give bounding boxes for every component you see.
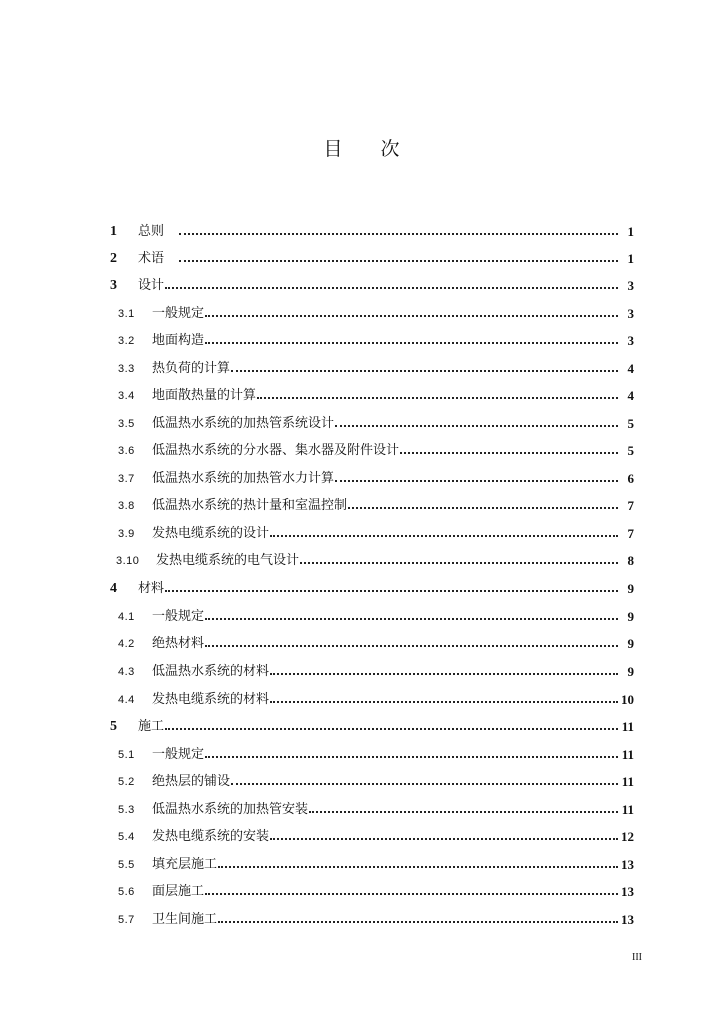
toc-entry-page: 1 xyxy=(627,224,634,239)
dot-leader xyxy=(205,618,618,620)
toc-entry-page: 8 xyxy=(627,553,634,568)
toc-entry[interactable] xyxy=(110,910,634,930)
dot-leader xyxy=(205,893,618,895)
dot-leader xyxy=(179,260,618,262)
toc-entry-title: 绝热层的铺设 xyxy=(152,774,231,789)
toc-entry-title: 一般规定 xyxy=(152,609,205,624)
toc-entry-page: 5 xyxy=(627,443,634,458)
toc-entry[interactable] xyxy=(110,331,634,351)
dot-leader xyxy=(335,425,618,427)
toc-entry-page: 11 xyxy=(621,774,634,789)
page-title xyxy=(0,134,724,161)
dot-leader xyxy=(348,507,618,509)
toc-entry-title: 低温热水系统的热计量和室温控制 xyxy=(152,498,348,513)
toc-entry-title: 热负荷的计算 xyxy=(152,361,231,376)
toc-entry-title: 卫生间施工 xyxy=(152,912,218,927)
toc-entry-title: 低温热水系统的加热管水力计算 xyxy=(152,471,335,486)
toc-entry-page: 9 xyxy=(627,636,634,651)
toc-entry[interactable] xyxy=(110,717,634,737)
dot-leader xyxy=(179,233,618,235)
toc-entry-page: 9 xyxy=(627,609,634,624)
dot-leader xyxy=(400,452,618,454)
toc-entry-title: 施工 xyxy=(138,719,165,734)
dot-leader xyxy=(270,838,618,840)
dot-leader xyxy=(257,397,618,399)
toc-entry-title: 发热电缆系统的电气设计 xyxy=(156,553,300,568)
toc-entry-number: 4.4 xyxy=(118,694,135,706)
page-number: III xyxy=(632,952,642,963)
toc-entry[interactable] xyxy=(110,634,634,654)
toc-entry[interactable] xyxy=(110,855,634,875)
dot-leader xyxy=(205,645,618,647)
dot-leader xyxy=(270,673,618,675)
toc-entry-page: 12 xyxy=(621,829,634,844)
toc-entry[interactable] xyxy=(110,800,634,820)
toc-entry[interactable] xyxy=(110,827,634,847)
toc-entry-number: 1 xyxy=(110,224,117,239)
toc-entry-title: 低温热水系统的加热管安装 xyxy=(152,802,309,817)
toc-entry-number: 5.7 xyxy=(118,914,135,926)
toc-entry[interactable] xyxy=(110,882,634,902)
toc-entry-number: 3.10 xyxy=(116,555,140,567)
toc-entry-title: 地面构造 xyxy=(152,333,205,348)
toc-entry[interactable] xyxy=(110,690,634,710)
toc-entry-number: 4.1 xyxy=(118,611,135,623)
toc-entry-page: 3 xyxy=(627,306,634,321)
dot-leader xyxy=(165,287,618,289)
dot-leader xyxy=(300,562,618,564)
toc-entry[interactable] xyxy=(110,607,634,627)
toc-entry-page: 11 xyxy=(621,719,634,734)
toc-entry-number: 4 xyxy=(110,581,117,596)
toc-entry-number: 3.8 xyxy=(118,500,135,512)
toc-entry[interactable] xyxy=(110,414,634,434)
toc-entry[interactable] xyxy=(110,579,634,599)
toc-entry-page: 11 xyxy=(621,802,634,817)
dot-leader xyxy=(205,315,618,317)
toc-entry-title: 一般规定 xyxy=(152,306,205,321)
dot-leader xyxy=(165,590,618,592)
toc-entry-page: 1 xyxy=(627,251,634,266)
toc-entry-title: 绝热材料 xyxy=(152,636,205,651)
toc-entry-page: 4 xyxy=(627,361,634,376)
toc-entry-title: 发热电缆系统的材料 xyxy=(152,692,270,707)
dot-leader xyxy=(231,783,618,785)
toc-entry-page: 3 xyxy=(627,278,634,293)
toc-entry-page: 9 xyxy=(627,581,634,596)
toc-entry-number: 5.6 xyxy=(118,886,135,898)
toc-entry-page: 13 xyxy=(621,884,634,899)
toc-entry-page: 6 xyxy=(627,471,634,486)
dot-leader xyxy=(270,701,618,703)
dot-leader xyxy=(218,921,618,923)
toc-entry[interactable] xyxy=(110,772,634,792)
toc-entry-page: 10 xyxy=(621,692,634,707)
toc-entry-number: 5.1 xyxy=(118,749,135,761)
toc-entry-title: 面层施工 xyxy=(152,884,205,899)
dot-leader xyxy=(309,811,618,813)
toc-entry-page: 5 xyxy=(627,416,634,431)
toc-entry-number: 3.6 xyxy=(118,445,135,457)
dot-leader xyxy=(218,866,618,868)
toc-entry-number: 2 xyxy=(110,251,117,266)
dot-leader xyxy=(270,535,618,537)
toc-entry[interactable] xyxy=(110,359,634,379)
toc-entry-number: 4.2 xyxy=(118,638,135,650)
toc-entry-page: 13 xyxy=(621,912,634,927)
toc-entry-number: 3.7 xyxy=(118,473,135,485)
toc-entry[interactable] xyxy=(110,276,634,296)
toc-entry-title: 材料 xyxy=(138,581,165,596)
title-char-2: 次 xyxy=(380,138,401,160)
toc-entry-number: 3.3 xyxy=(118,363,135,375)
toc-entry-number: 5.2 xyxy=(118,776,135,788)
toc-entry-title: 总则 xyxy=(138,224,165,239)
dot-leader xyxy=(335,480,618,482)
toc-entry-page: 13 xyxy=(621,857,634,872)
toc-entry-number: 3.5 xyxy=(118,418,135,430)
toc-entry-title: 低温热水系统的分水器、集水器及附件设计 xyxy=(152,443,400,458)
toc-entry-title: 术语 xyxy=(138,251,165,266)
toc-entry-title: 一般规定 xyxy=(152,747,205,762)
toc-entry[interactable] xyxy=(110,304,634,324)
toc-entry-title: 地面散热量的计算 xyxy=(152,388,257,403)
toc-entry[interactable] xyxy=(110,386,634,406)
toc-entry-number: 3.9 xyxy=(118,528,135,540)
toc-entry[interactable] xyxy=(110,222,634,242)
toc-entry-title: 填充层施工 xyxy=(152,857,218,872)
dot-leader xyxy=(231,370,618,372)
toc-entry[interactable] xyxy=(110,551,634,571)
toc-entry-title: 发热电缆系统的安装 xyxy=(152,829,270,844)
toc-entry[interactable] xyxy=(110,496,634,516)
toc-entry-title: 设计 xyxy=(138,278,165,293)
toc-entry[interactable] xyxy=(110,249,634,269)
toc-entry-title: 低温热水系统的加热管系统设计 xyxy=(152,416,335,431)
toc-entry[interactable] xyxy=(110,469,634,489)
toc-entry-page: 9 xyxy=(627,664,634,679)
toc-entry[interactable] xyxy=(110,662,634,682)
toc-entry-number: 3 xyxy=(110,278,117,293)
toc-entry-page: 4 xyxy=(627,388,634,403)
dot-leader xyxy=(205,756,618,758)
toc-entry-number: 5 xyxy=(110,719,117,734)
toc-entry-number: 4.3 xyxy=(118,666,135,678)
toc-entry-number: 5.5 xyxy=(118,859,135,871)
toc-entry-number: 3.4 xyxy=(118,390,135,402)
dot-leader xyxy=(205,342,618,344)
toc-entry-title: 发热电缆系统的设计 xyxy=(152,526,270,541)
toc-entry-title: 低温热水系统的材料 xyxy=(152,664,270,679)
toc-entry-number: 5.4 xyxy=(118,831,135,843)
toc-entry-number: 5.3 xyxy=(118,804,135,816)
toc-entry-page: 3 xyxy=(627,333,634,348)
dot-leader xyxy=(165,728,618,730)
toc-entry[interactable] xyxy=(110,745,634,765)
title-char-1: 目 xyxy=(323,138,344,160)
toc-entry-page: 11 xyxy=(621,747,634,762)
toc-entry[interactable] xyxy=(110,524,634,544)
toc-entry-page: 7 xyxy=(627,498,634,513)
toc-entry[interactable] xyxy=(110,441,634,461)
toc-entry-number: 3.2 xyxy=(118,335,135,347)
toc-entry-page: 7 xyxy=(627,526,634,541)
toc-entry-number: 3.1 xyxy=(118,308,135,320)
